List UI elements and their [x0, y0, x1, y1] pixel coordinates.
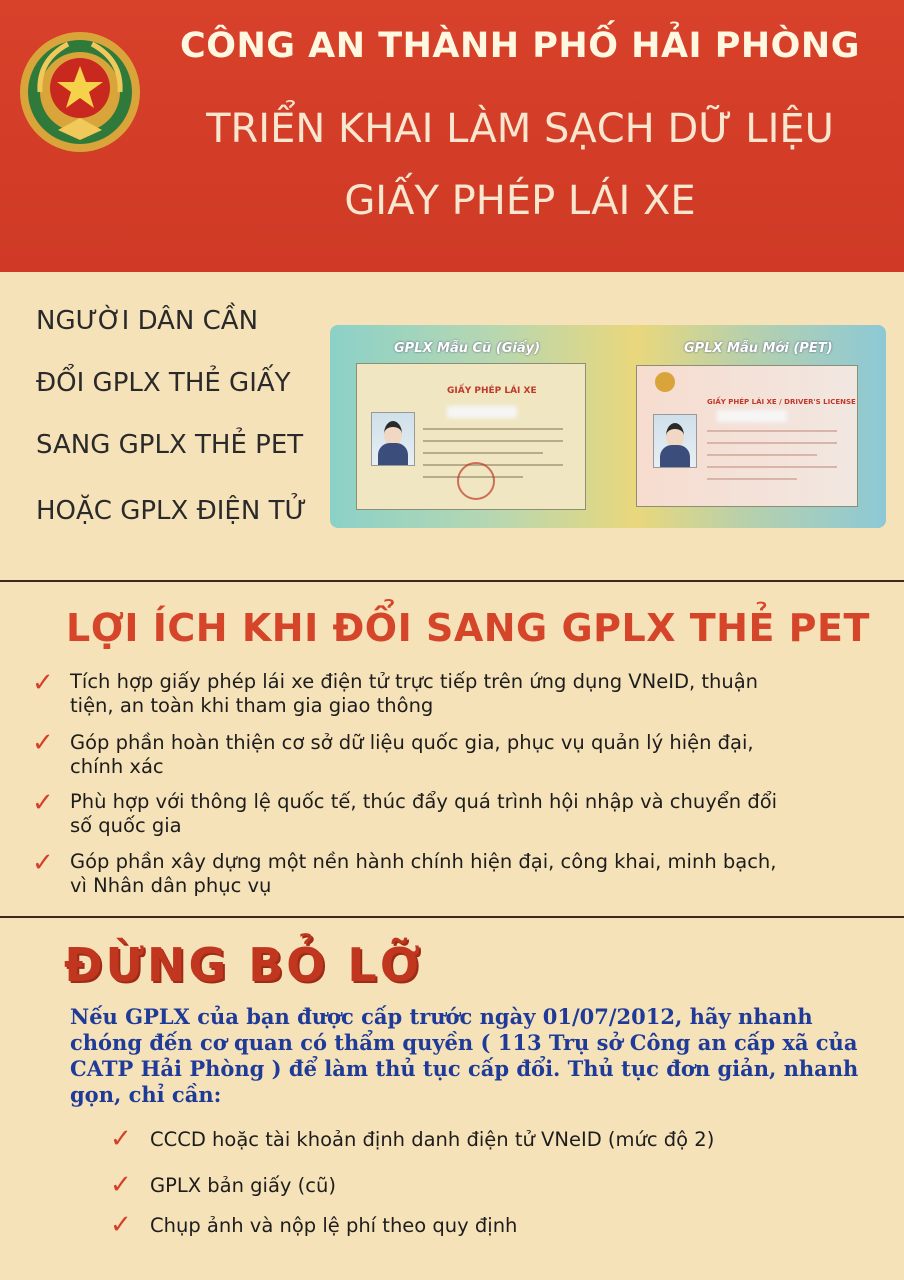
old-paper-license: [356, 363, 586, 510]
checkmark-icon: ✓: [32, 668, 54, 698]
benefits-title: LỢI ÍCH KHI ĐỔI SANG GPLX THẺ PET: [66, 606, 870, 650]
checkmark-icon: ✓: [32, 788, 54, 818]
requirement-item: GPLX bản giấy (cũ): [150, 1174, 336, 1197]
benefit-item: Phù hợp với thông lệ quốc tế, thúc đẩy quá trình hội nhập và chuyển đổi số quốc gia: [70, 790, 778, 837]
checkmark-icon: ✓: [110, 1170, 132, 1200]
checkmark-icon: ✓: [32, 848, 54, 878]
license-comparison-image: [330, 325, 886, 528]
redaction: [447, 406, 517, 418]
checkmark-icon: ✓: [110, 1210, 132, 1240]
headline-line-2: GIẤY PHÉP LÁI XE: [344, 178, 696, 224]
intro-line: NGƯỜI DÂN CẦN: [36, 306, 259, 336]
intro-line: ĐỔI GPLX THẺ GIẤY: [36, 368, 291, 398]
new-pet-license: [636, 365, 858, 507]
new-card-caption: GPLX Mẫu Mới (PET): [684, 341, 833, 356]
requirement-item: CCCD hoặc tài khoản định danh điện tử VNeID (mức độ 2): [150, 1128, 715, 1151]
old-card-caption: GPLX Mẫu Cũ (Giấy): [394, 341, 541, 356]
checkmark-icon: ✓: [110, 1124, 132, 1154]
red-stamp: [457, 462, 495, 500]
portrait-photo: [371, 412, 415, 466]
benefit-item: Góp phần hoàn thiện cơ sở dữ liệu quốc gia, phục vụ quản lý hiện đại, chính xác: [70, 731, 754, 778]
intro-line: HOẶC GPLX ĐIỆN TỬ: [36, 496, 307, 526]
portrait-photo: [653, 414, 697, 468]
section-divider: [0, 580, 904, 582]
benefit-item: Góp phần xây dựng một nền hành chính hiện đại, công khai, minh bạch, vì Nhân dân phục vụ: [70, 850, 777, 897]
headline-line-1: TRIỂN KHAI LÀM SẠCH DỮ LIỆU: [206, 106, 834, 152]
benefit-item: Tích hợp giấy phép lái xe điện tử trực tiếp trên ứng dụng VNeID, thuận tiện, an toàn khi tham gia giao thông: [70, 670, 759, 717]
organization-name: CÔNG AN THÀNH PHỐ HẢI PHÒNG: [180, 26, 860, 66]
section-divider: [0, 916, 904, 918]
checkmark-icon: ✓: [32, 728, 54, 758]
requirement-item: Chụp ảnh và nộp lệ phí theo quy định: [150, 1214, 518, 1237]
redaction: [717, 410, 787, 422]
dont-miss-heading: ĐỪNG BỎ LỠ: [64, 938, 423, 992]
old-card-title: GIẤY PHÉP LÁI XE: [447, 386, 537, 396]
national-emblem-icon: [655, 372, 675, 392]
header-banner: [0, 0, 904, 272]
intro-line: SANG GPLX THẺ PET: [36, 430, 304, 460]
police-emblem-icon: [18, 30, 142, 154]
notice-paragraph: Nếu GPLX của bạn được cấp trước ngày 01/07/2012, hãy nhanh chóng đến cơ quan có thẩm quyền ( 113 Trụ sở Công an cấp xã của CATP Hải Phòng ) để làm thủ tục cấp đổi. Thủ tục đơn giản, nhanh gọn, chỉ cần:: [70, 1004, 859, 1107]
new-card-title: GIẤY PHÉP LÁI XE / DRIVER'S LICENSE: [707, 398, 856, 406]
